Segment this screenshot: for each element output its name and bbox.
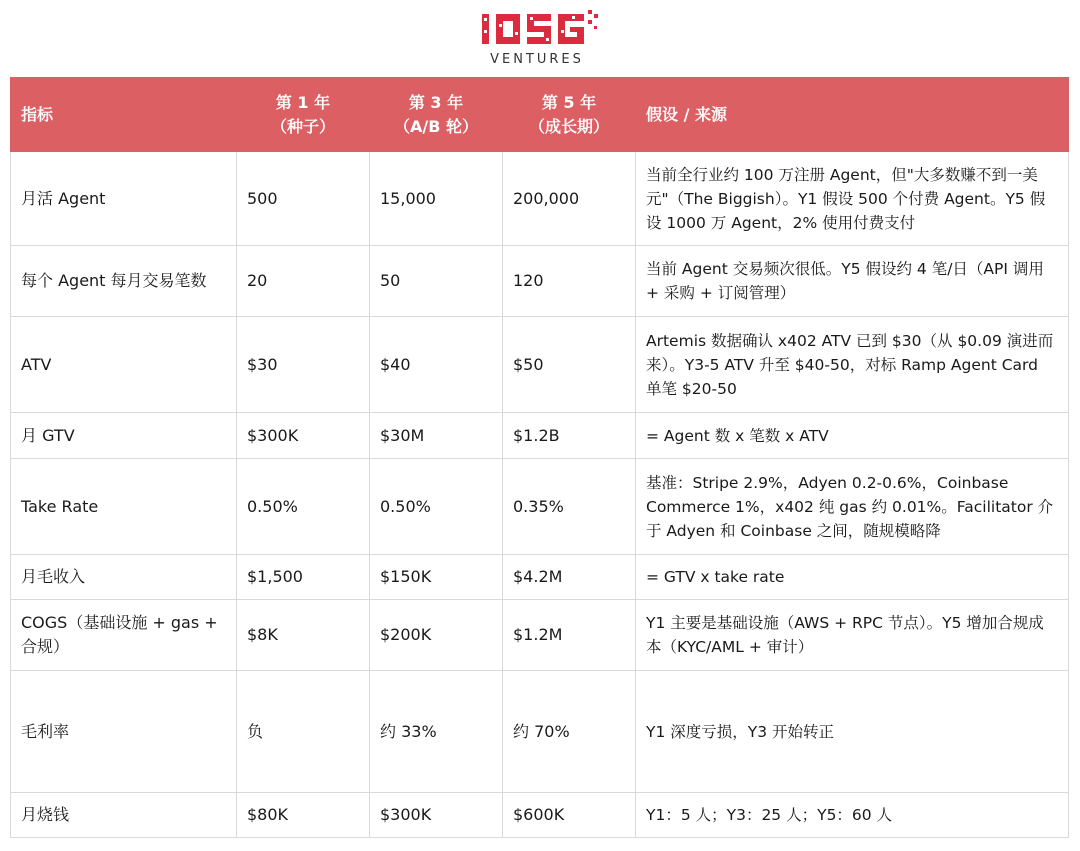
assumption-cell: = Agent 数 x 笔数 x ATV xyxy=(636,413,1069,459)
header-assumption: 假设 / 来源 xyxy=(636,78,1069,152)
metric-cell: 月活 Agent xyxy=(11,152,237,246)
header-metric: 指标 xyxy=(11,78,237,152)
year1-cell: $300K xyxy=(237,413,370,459)
table-row xyxy=(11,793,1069,838)
assumption-cell: 基准：Stripe 2.9%，Adyen 0.2-0.6%，Coinbase Commerce 1%，x402 纯 gas 约 0.01%。Facilitator 介于 Adyen 和 Coinbase 之间，随规模略降 xyxy=(636,459,1069,555)
header-year3-label: 第 3 年 xyxy=(408,92,464,112)
table-row xyxy=(11,413,1069,459)
table-row xyxy=(11,317,1069,413)
year5-cell: 约 70% xyxy=(503,671,636,793)
year1-cell: $30 xyxy=(237,317,370,413)
year5-cell: 120 xyxy=(503,246,636,317)
metric-cell: COGS（基础设施 + gas + 合规） xyxy=(11,600,237,671)
assumption-cell: Artemis 数据确认 x402 ATV 已到 $30（从 $0.09 演进而来）。Y3-5 ATV 升至 $40-50，对标 Ramp Agent Card 单笔 $20-50 xyxy=(636,317,1069,413)
table-row xyxy=(11,600,1069,671)
metric-cell: 月烧钱 xyxy=(11,793,237,838)
header-year1-stage: （种子） xyxy=(270,116,335,136)
year3-cell: $150K xyxy=(370,555,503,600)
year1-cell: $80K xyxy=(237,793,370,838)
metric-cell: Take Rate xyxy=(11,459,237,555)
business-model-table xyxy=(10,77,1069,838)
table-row xyxy=(11,152,1069,246)
table-body xyxy=(11,152,1069,838)
year1-cell: 负 xyxy=(237,671,370,793)
year3-cell: 约 33% xyxy=(370,671,503,793)
metric-cell: 月 GTV xyxy=(11,413,237,459)
year3-cell: 50 xyxy=(370,246,503,317)
year1-cell: 20 xyxy=(237,246,370,317)
year1-cell: 500 xyxy=(237,152,370,246)
header-row xyxy=(11,78,1069,152)
assumption-cell: Y1 主要是基础设施（AWS + RPC 节点）。Y5 增加合规成本（KYC/AML + 审计） xyxy=(636,600,1069,671)
year3-cell: 15,000 xyxy=(370,152,503,246)
year5-cell: 200,000 xyxy=(503,152,636,246)
logo-subtitle: VENTURES xyxy=(490,52,584,67)
header-year5-stage: （成长期） xyxy=(528,116,609,136)
metric-cell: 月毛收入 xyxy=(11,555,237,600)
year3-cell: $200K xyxy=(370,600,503,671)
year1-cell: $1,500 xyxy=(237,555,370,600)
assumption-cell: 当前 Agent 交易频次很低。Y5 假设约 4 笔/日（API 调用 + 采购 + 订阅管理） xyxy=(636,246,1069,317)
assumption-cell: Y1：5 人；Y3：25 人；Y5：60 人 xyxy=(636,793,1069,838)
year3-cell: 0.50% xyxy=(370,459,503,555)
year3-cell: $40 xyxy=(370,317,503,413)
header-year5 xyxy=(503,78,636,152)
header-year3-stage: （A/B 轮） xyxy=(394,116,478,136)
year1-cell: 0.50% xyxy=(237,459,370,555)
metric-cell: 毛利率 xyxy=(11,671,237,793)
header-year5-label: 第 5 年 xyxy=(541,92,597,112)
logo xyxy=(0,0,1080,77)
header-year1 xyxy=(237,78,370,152)
metric-cell: 每个 Agent 每月交易笔数 xyxy=(11,246,237,317)
metric-cell: ATV xyxy=(11,317,237,413)
year5-cell: 0.35% xyxy=(503,459,636,555)
table-row xyxy=(11,555,1069,600)
year3-cell: $30M xyxy=(370,413,503,459)
iosg-logo-mark xyxy=(482,10,600,52)
header-year1-label: 第 1 年 xyxy=(275,92,331,112)
year1-cell: $8K xyxy=(237,600,370,671)
year5-cell: $600K xyxy=(503,793,636,838)
assumption-cell: Y1 深度亏损，Y3 开始转正 xyxy=(636,671,1069,793)
table-row xyxy=(11,246,1069,317)
table-row xyxy=(11,671,1069,793)
assumption-cell: = GTV x take rate xyxy=(636,555,1069,600)
table-header xyxy=(11,78,1069,152)
year5-cell: $4.2M xyxy=(503,555,636,600)
assumption-cell: 当前全行业约 100 万注册 Agent，但"大多数赚不到一美元"（The Biggish）。Y1 假设 500 个付费 Agent。Y5 假设 1000 万 Agent，2% 使用付费支付 xyxy=(636,152,1069,246)
year5-cell: $1.2B xyxy=(503,413,636,459)
table-row xyxy=(11,459,1069,555)
header-year3 xyxy=(370,78,503,152)
year5-cell: $1.2M xyxy=(503,600,636,671)
year5-cell: $50 xyxy=(503,317,636,413)
year3-cell: $300K xyxy=(370,793,503,838)
